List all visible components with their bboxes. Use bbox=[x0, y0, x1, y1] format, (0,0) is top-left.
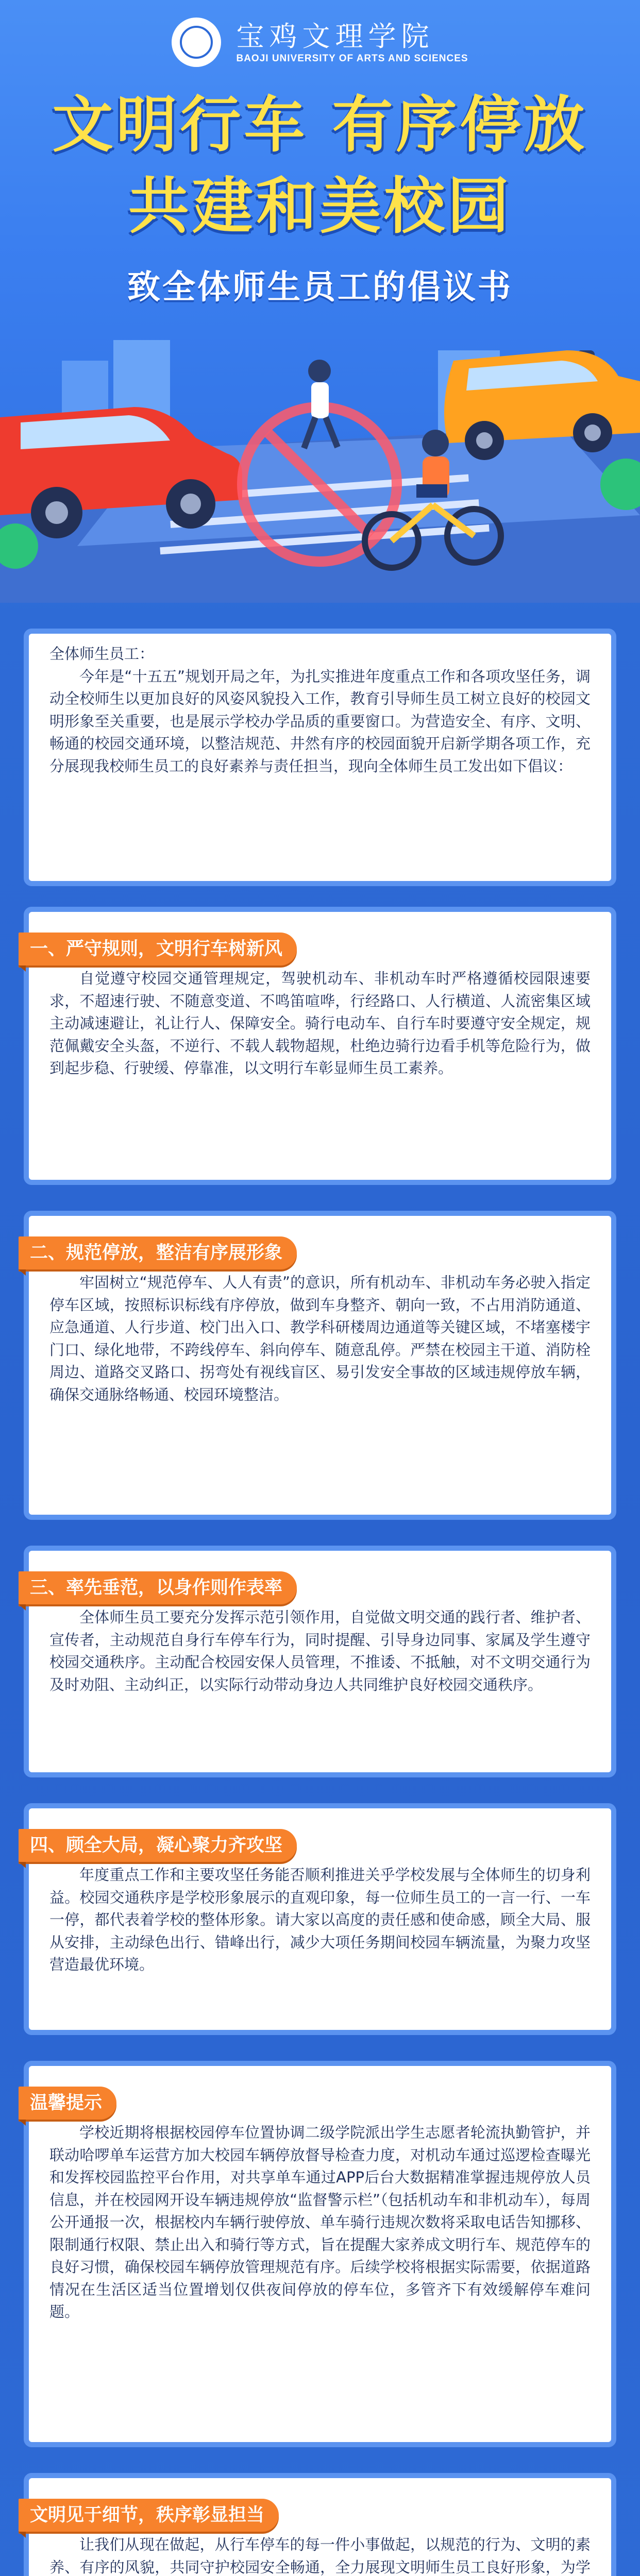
section-body: 牢固树立“规范停车、人人有责”的意识，所有机动车、非机动车务必驶入指定停车区域，按照标识标线有序停放，做到车身整齐、朝向一致，不占用消防通道、应急通道、人行步道、校门出入口、教学科研楼周边通道等关键区域，不堵塞楼宇门口、绿化地带，不跨线停车、斜向停车、随意乱停。严禁在校园主干道、消防栓周边、道路交叉路口、拐弯处有视线盲区、易引发安全事故的区域违规停放车辆，确保交通脉络畅通、校园环境整洁。 bbox=[49, 1274, 591, 1403]
section-heading-3: 三、率先垂范，以身作则作表率 bbox=[19, 1571, 297, 1604]
intro-card bbox=[29, 634, 611, 881]
intro-paragraph: 今年是“十五五”规划开局之年，为扎实推进年度重点工作和各项攻坚任务，调动全校师生以更加良好的风姿风貌投入工作，教育引导师生员工树立良好的校园文明形象至关重要，也是展示学校办学品质的重要窗口。为营造安全、有序、文明、畅通的校园交通环境，以整洁规范、井然有序的校园面貌开启新学期各项工作，充分展现我校师生员工的良好素养与责任担当，现向全体师生员工发出如下倡议： bbox=[49, 667, 591, 775]
section-heading-1: 一、严守规则，文明行车树新风 bbox=[19, 933, 297, 965]
main-title-line1: 文明行车 有序停放 bbox=[52, 89, 588, 160]
traffic-illustration bbox=[0, 330, 640, 603]
section-body: 年度重点工作和主要攻坚任务能否顺利推进关乎学校发展与全体师生的切身利益。校园交通秩序是学校形象展示的直观印象，每一位师生员工的一言一行、一车一停，都代表着学校的整体形象。请大家以高度的责任感和使命感，顾全大局、服从安排，主动绿色出行、错峰出行，减少大项任务期间校园车辆流量，为聚力攻坚营造最优环境。 bbox=[49, 1866, 591, 1973]
tips-card bbox=[29, 2066, 611, 2442]
section-body: 全体师生员工要充分发挥示范引领作用，自觉做文明交通的践行者、维护者、宣传者，主动规范自身行车停车行为，同时提醒、引导身边同事、家属及学生遵守校园交通秩序。主动配合校园安保人员管理，不推诿、不抵触，对不文明交通行为及时劝阻、主动纠正，以实际行动带动身边人共同维护良好校园交通秩序。 bbox=[49, 1608, 591, 1693]
section-heading-4: 四、顾全大局，凝心聚力齐攻坚 bbox=[19, 1829, 297, 1862]
school-logo bbox=[0, 18, 640, 67]
main-title-line2: 共建和美校园 bbox=[128, 171, 512, 242]
tips-heading: 温馨提示 bbox=[19, 2087, 116, 2120]
closing-body: 让我们从现在做起，从行车停车的每一件小事做起，以规范的行为、文明的素养、有序的风貌，共同守护校园安全畅通，全力展现文明师生员工良好形象，为学 bbox=[49, 2536, 591, 2576]
school-name-en: BAOJI UNIVERSITY OF ARTS AND SCIENCES bbox=[236, 53, 468, 64]
closing-heading: 文明见于细节，秩序彰显担当 bbox=[19, 2499, 279, 2532]
section-body: 自觉遵守校园交通管理规定，驾驶机动车、非机动车时严格遵循校园限速要求，不超速行驶、不随意变道、不鸣笛喧哗，行经路口、人行横道、人流密集区域主动减速避让，礼让行人、保障安全。骑行电动车、自行车时要遵守安全规定，规范佩戴安全头盔，不逆行、不载人载物超规，杜绝边骑行边看手机等危险行为，做到起步稳、行驶缓、停靠准，以文明行车彰显师生员工素养。 bbox=[49, 970, 591, 1077]
tips-body: 学校近期将根据校园停车位置协调二级学院派出学生志愿者轮流执勤管护，并联动哈啰单车运营方加大校园车辆停放督导检查力度，对机动车通过巡逻检查曝光和发挥校园监控平台作用，对共享单车通过APP后台大数据精准掌握违规停放人员信息，并在校园网开设车辆违规停放“监督警示栏”（包括机动车和非机动车），每周公开通报一次，根据校内车辆行驶停放、单车骑行违规次数将采取电话告知挪移、限制通行权限、禁止出入和骑行等方式，旨在提醒大家养成文明行车、规范停车的良好习惯，确保校园车辆停放管理规范有序。后续学校将根据实际需要，依据道路情况在生活区适当位置增划仅供夜间停放的停车位，多管齐下有效缓解停车难问题。 bbox=[49, 2124, 591, 2320]
subtitle: 致全体师生员工的倡议书 bbox=[127, 268, 513, 307]
section-heading-2: 二、规范停放，整洁有序展形象 bbox=[19, 1236, 297, 1269]
header-banner bbox=[0, 0, 640, 603]
salutation: 全体师生员工： bbox=[49, 645, 155, 663]
content-area bbox=[19, 592, 621, 2576]
school-emblem-icon bbox=[172, 18, 221, 67]
school-name-cn: 宝鸡文理学院 bbox=[236, 20, 434, 53]
